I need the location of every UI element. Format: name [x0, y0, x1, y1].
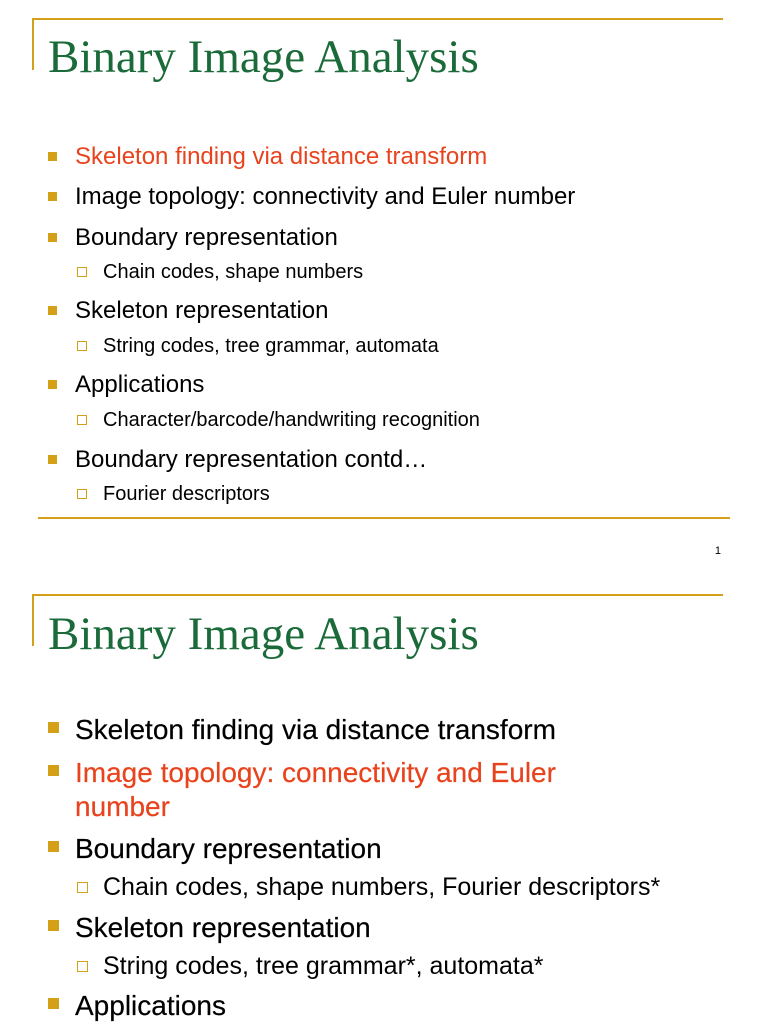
slide-title: Binary Image Analysis	[48, 31, 479, 83]
bullet-square-icon	[48, 192, 57, 201]
sub-bullet-text: Chain codes, shape numbers, Fourier descriptors*	[103, 873, 661, 901]
bullet-square-icon	[48, 920, 59, 931]
bullet-square-icon	[48, 306, 57, 315]
sub-bullet-text: Character/barcode/handwriting recognition	[103, 409, 480, 431]
bullet-text: Boundary representation	[75, 833, 382, 864]
bullet-square-icon	[48, 765, 59, 776]
slide-title: Binary Image Analysis	[48, 608, 479, 660]
hollow-square-bullet-icon	[77, 961, 88, 972]
bullet-square-icon	[48, 722, 59, 733]
bullet-text: Applications	[75, 371, 205, 398]
slide-2	[0, 575, 768, 1024]
sub-bullet-text: Fourier descriptors	[103, 483, 270, 505]
title-top-rule	[32, 594, 723, 596]
bullet-square-icon	[48, 998, 59, 1009]
sub-bullet-text: String codes, tree grammar, automata	[103, 335, 439, 357]
bullet-text: Skeleton finding via distance transform	[75, 143, 488, 170]
bullet-text: Boundary representation	[75, 224, 338, 251]
bullet-square-icon	[48, 841, 59, 852]
bullet-text: Skeleton finding via distance transform	[75, 714, 556, 745]
bullet-text: number	[75, 791, 170, 822]
hollow-square-bullet-icon	[77, 882, 88, 893]
title-top-rule	[32, 18, 723, 20]
bullet-text: Skeleton representation	[75, 912, 371, 943]
bullet-square-icon	[48, 455, 57, 464]
bullet-text: Applications	[75, 990, 226, 1021]
bullet-text: Image topology: connectivity and Euler number	[75, 183, 576, 210]
bullet-square-icon	[48, 152, 57, 161]
hollow-square-bullet-icon	[77, 341, 87, 351]
page-number: 1	[714, 545, 721, 557]
sub-bullet-text: String codes, tree grammar*, automata*	[103, 952, 544, 980]
bullet-text: Skeleton representation	[75, 297, 329, 324]
hollow-square-bullet-icon	[77, 489, 87, 499]
title-side-rule	[32, 18, 34, 70]
sub-bullet-text: Chain codes, shape numbers	[103, 261, 364, 283]
title-side-rule	[32, 594, 34, 646]
slide-bottom-rule	[38, 517, 730, 519]
bullet-square-icon	[48, 233, 57, 242]
hollow-square-bullet-icon	[77, 415, 87, 425]
bullet-square-icon	[48, 380, 57, 389]
bullet-text: Boundary representation contd…	[75, 446, 428, 473]
hollow-square-bullet-icon	[77, 267, 87, 277]
bullet-text: Image topology: connectivity and Euler	[75, 757, 556, 788]
